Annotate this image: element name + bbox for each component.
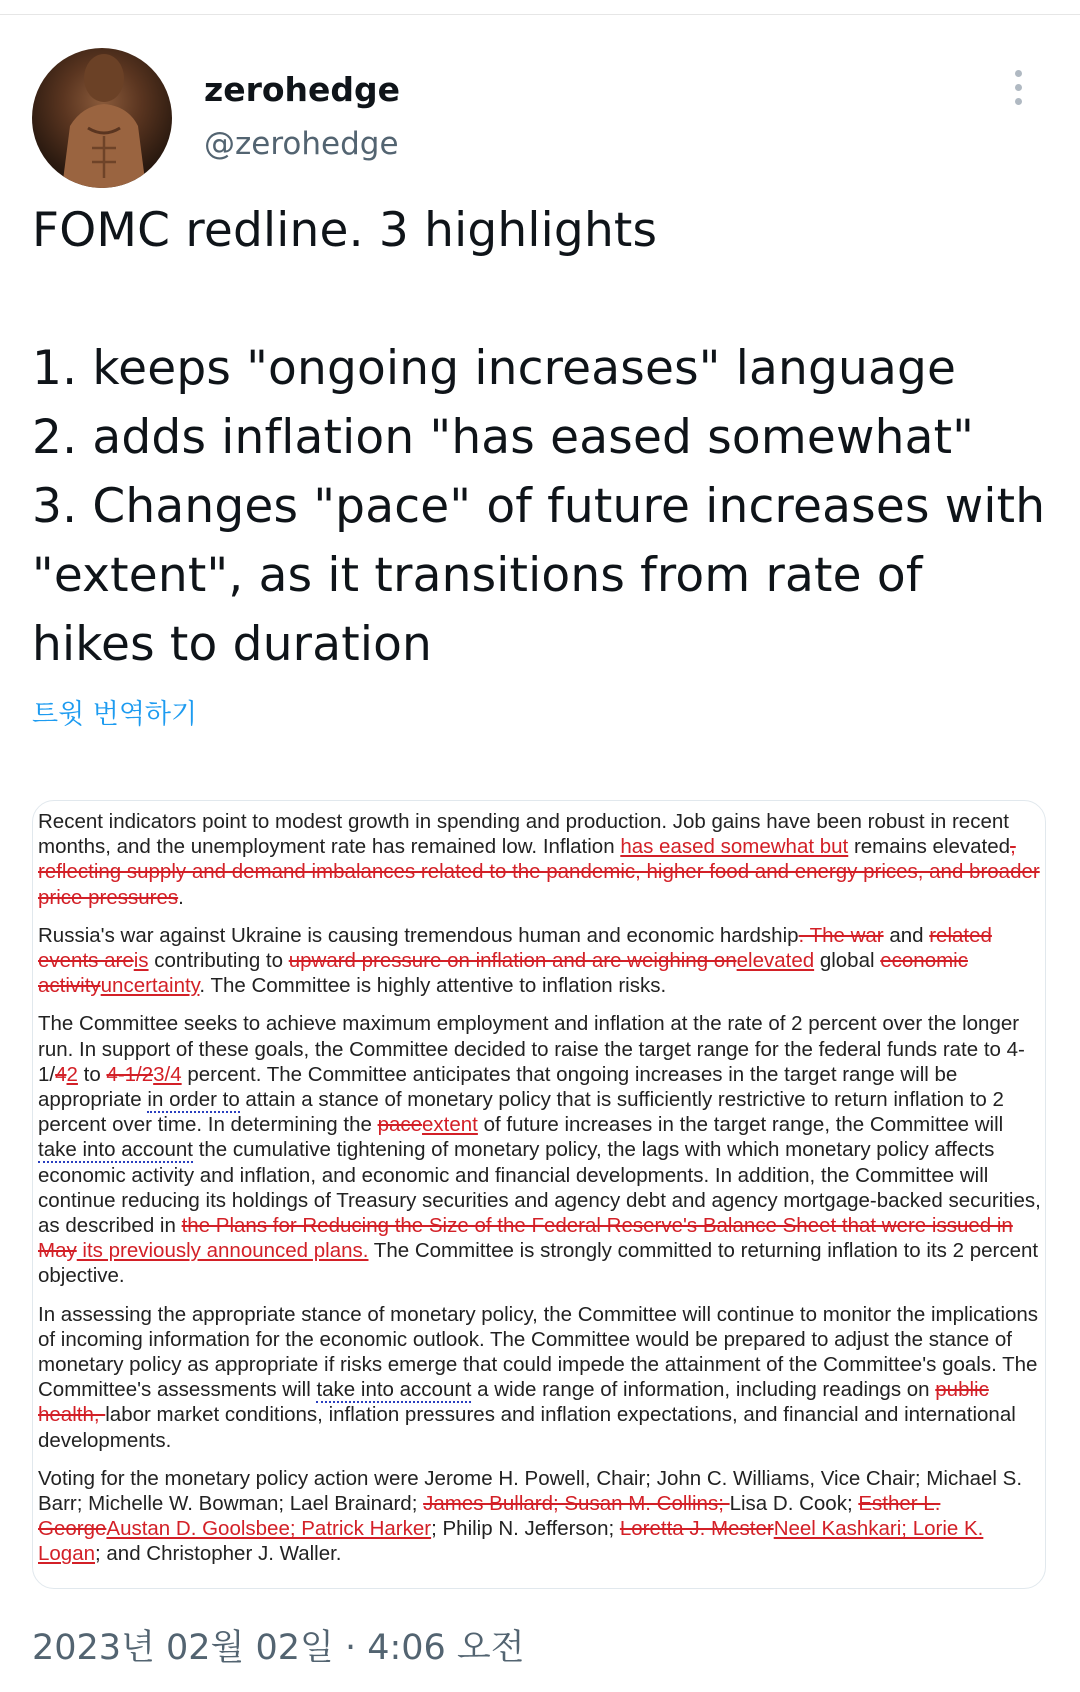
inserted-text: uncertainty — [100, 974, 200, 998]
fomc-redline-document — [38, 809, 1043, 1580]
doc-paragraph — [38, 1466, 1043, 1567]
doc-text: attain a stance of monetary policy that is sufficiently restrictive to return inflation to 2 percent over time. In determining the — [38, 1088, 1004, 1137]
doc-paragraph — [38, 1302, 1043, 1453]
deleted-text: public health, — [38, 1378, 989, 1427]
deleted-text: economic activity — [38, 949, 968, 998]
attached-image[interactable] — [32, 800, 1046, 1589]
dotted-underline-text: take into account — [316, 1378, 472, 1402]
doc-text: The Committee seeks to achieve maximum employment and inflation at the rate of 2 percent over the longer run. In support of these goals, the Committee decided to raise the target range for the federal funds rate to 4-1/ — [38, 1012, 1025, 1086]
deleted-text: upward pressure on inflation and are weighing on — [288, 949, 737, 973]
doc-paragraph — [38, 809, 1043, 910]
doc-text: The Committee is strongly committed to returning inflation to its 2 percent objective. — [38, 1239, 1039, 1288]
deleted-text: 4-1/2 — [106, 1062, 154, 1086]
doc-text: Lisa D. Cook; — [729, 1492, 859, 1516]
tweet-timestamp[interactable]: 2023년 02월 02일 · 4:06 오전 — [32, 1628, 525, 1668]
inserted-text: Neel Kashkari; Lorie K. Logan — [38, 1517, 984, 1566]
inserted-text: extent — [422, 1113, 478, 1137]
dotted-underline-text: take into account — [38, 1138, 193, 1162]
inserted-text: 2 — [66, 1062, 78, 1086]
doc-text: a wide range of information, including readings on — [471, 1378, 936, 1402]
doc-text: contributing to — [148, 949, 289, 973]
author-handle[interactable]: @zerohedge — [204, 126, 399, 162]
doc-text: percent. The Committee anticipates that ongoing increases in the target range will be appropriate — [38, 1062, 958, 1112]
avatar-figure-icon — [32, 48, 172, 188]
doc-text: . The Committee is highly attentive to inflation risks. — [199, 974, 667, 998]
doc-text: to — [77, 1062, 107, 1086]
deleted-text: Loretta J. Mester — [619, 1517, 774, 1541]
deleted-text: , reflecting supply and demand imbalances related to the pandemic, higher food and energy prices, and broader price pressures — [38, 835, 1040, 909]
inserted-text: has eased somewhat but — [620, 835, 849, 859]
tweet-text: FOMC redline. 3 highlights 1. keeps "ongoing increases" language 2. adds inflation "has eased somewhat" 3. Changes "pace" of future increases with "extent", as it transitions from rate of hikes to duration — [32, 203, 1046, 672]
more-options-icon[interactable] — [1012, 70, 1024, 110]
author-name[interactable]: zerohedge — [204, 70, 401, 109]
doc-text: ; Philip N. Jefferson; — [431, 1517, 620, 1541]
doc-text: and — [883, 923, 930, 947]
dotted-underline-text: in order to — [147, 1088, 240, 1112]
doc-text: labor market conditions, inflation pressures and inflation expectations, and financial and international developments. — [38, 1403, 1016, 1452]
doc-text: remains elevated — [848, 835, 1011, 859]
inserted-text: is — [133, 949, 149, 973]
avatar[interactable] — [32, 48, 172, 188]
deleted-text: the Plans for Reducing the Size of the Federal Reserve's Balance Sheet that were issued in May — [38, 1214, 1013, 1263]
deleted-text: pace — [377, 1113, 423, 1137]
inserted-text: its previously announced plans. — [76, 1239, 369, 1263]
doc-text: the cumulative tightening of monetary policy, the lags with which monetary policy affects economic activity and inflation, and economic and financial developments. In addition, the Committee will continue reducing its holdings of Treasury securities and agency debt and agency mortgage-backed securities, as described in — [38, 1138, 1041, 1238]
doc-paragraph — [38, 1011, 1043, 1288]
doc-text: of future increases in the target range, the Committee will — [477, 1113, 1004, 1137]
doc-text: Recent indicators point to modest growth in spending and production. Job gains have been robust in recent months, and the unemployment rate has remained low. Inflation — [38, 810, 1009, 859]
doc-text: . — [178, 885, 184, 909]
doc-paragraph — [38, 923, 1043, 999]
deleted-text: 4 — [55, 1062, 67, 1086]
top-divider — [0, 14, 1080, 15]
deleted-text: related events are — [38, 923, 992, 973]
deleted-text: Esther L. George — [38, 1492, 941, 1541]
doc-text: global — [814, 949, 881, 973]
deleted-text: . The war — [798, 923, 884, 947]
inserted-text: 3/4 — [153, 1062, 182, 1086]
doc-text: Voting for the monetary policy action were Jerome H. Powell, Chair; John C. Williams, Vice Chair; Michael S. Barr; Michelle W. Bowman; Lael Brainard; — [38, 1466, 1023, 1516]
translate-tweet-link[interactable]: 트윗 번역하기 — [32, 699, 198, 730]
inserted-text: Austan D. Goolsbee; Patrick Harker — [106, 1517, 432, 1541]
doc-text: In assessing the appropriate stance of monetary policy, the Committee will continue to monitor the implications of incoming information for the economic outlook. The Committee would be prepared to adjust the stance of monetary policy as appropriate if risks emerge that could impede the attainment of the Committee's goals. The Committee's assessments will — [38, 1302, 1039, 1402]
deleted-text: James Bullard; Susan M. Collins; — [423, 1492, 730, 1516]
doc-text: Russia's war against Ukraine is causing tremendous human and economic hardship — [38, 923, 799, 947]
inserted-text: elevated — [736, 949, 815, 973]
doc-text: ; and Christopher J. Waller. — [95, 1542, 342, 1566]
